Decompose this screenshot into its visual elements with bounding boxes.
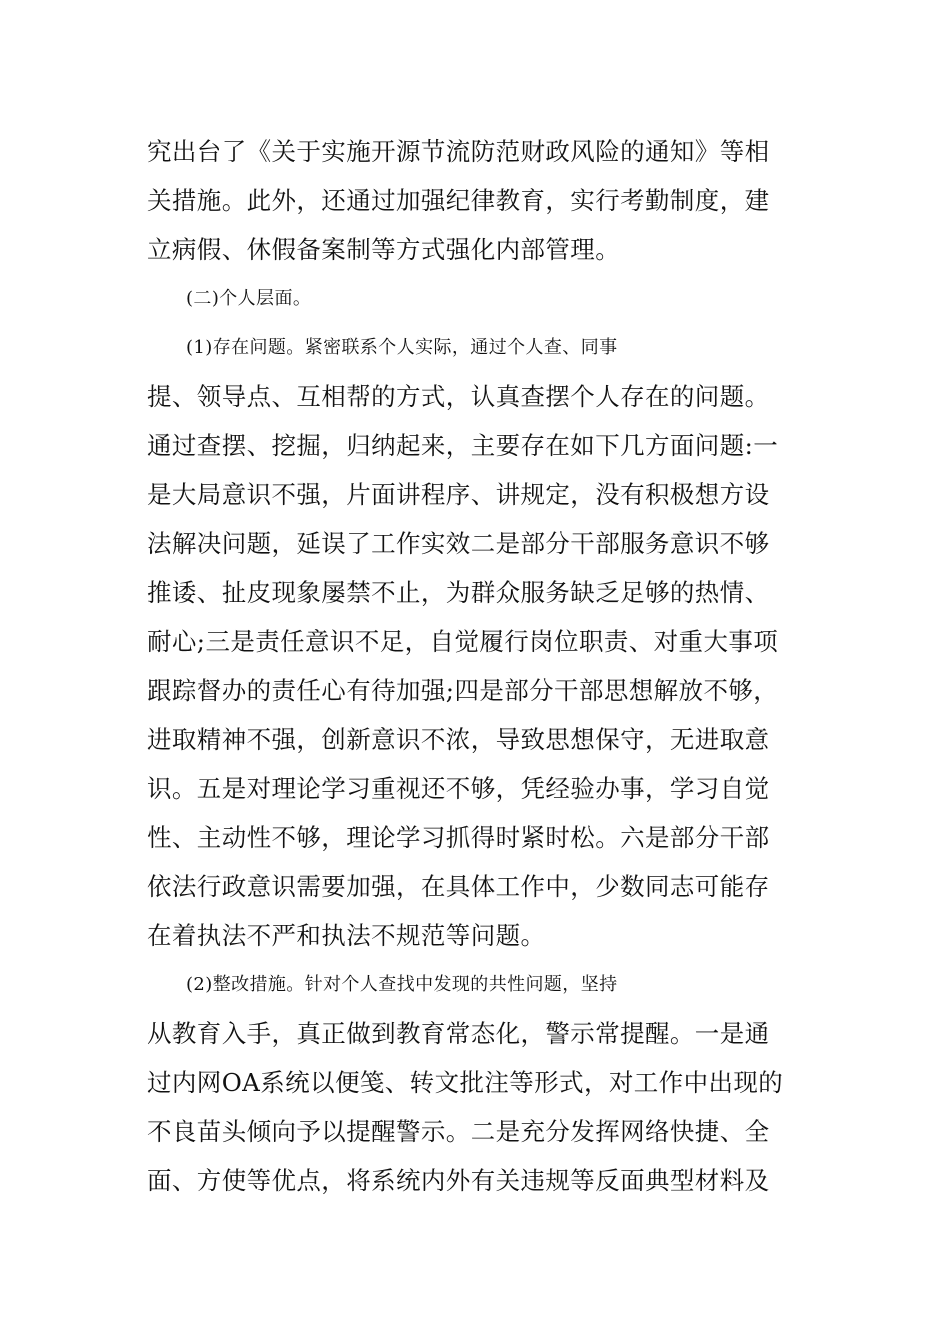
text-line: 推诿、扯皮现象屡禁不止，为群众服务缺乏足够的热情、 xyxy=(147,578,770,607)
section-heading: (二)个人层面。 xyxy=(186,288,312,309)
text-line: 关措施。此外，还通过加强纪律教育，实行考勤制度，建 xyxy=(147,186,770,215)
text-line: 性、主动性不够，理论学习抓得时紧时松。六是部分干部 xyxy=(147,823,770,852)
text-line: 立病假、休假备案制等方式强化内部管理。 xyxy=(147,235,621,264)
text-line: 法解决问题，延误了工作实效二是部分干部服务意识不够 xyxy=(147,529,770,558)
text-line: 识。五是对理论学习重视还不够，凭经验办事，学习自觉 xyxy=(147,774,770,803)
text-line: 跟踪督办的责任心有待加强;四是部分干部思想解放不够， xyxy=(147,676,779,705)
text-line: 究出台了《关于实施开源节流防范财政风险的通知》等相 xyxy=(147,137,770,166)
text-line: 面、方使等优点，将系统内外有关违规等反面典型材料及 xyxy=(147,1166,770,1195)
text-line: 过内网OA系统以便笺、转文批注等形式，对工作中出现的 xyxy=(147,1068,784,1097)
text-line: 在着执法不严和执法不规范等问题。 xyxy=(147,921,546,950)
text-line: 进取精神不强，创新意识不浓，导致思想保守，无进取意 xyxy=(147,725,770,754)
text-line: (1)存在问题。紧密联系个人实际，通过个人查、同事 xyxy=(186,337,618,358)
text-line: 耐心;三是责任意识不足，自觉履行岗位职责、对重大事项 xyxy=(147,627,779,656)
text-line: 从教育入手，真正做到教育常态化，警示常提醒。一是通 xyxy=(147,1019,770,1048)
text-line: 是大局意识不强，片面讲程序、讲规定，没有积极想方设 xyxy=(147,480,770,509)
text-line: 不良苗头倾向予以提醒警示。二是充分发挥网络快捷、全 xyxy=(147,1117,770,1146)
text-line: 依法行政意识需要加强，在具体工作中，少数同志可能存 xyxy=(147,872,770,901)
text-line: 提、领导点、互相帮的方式，认真查摆个人存在的问题。 xyxy=(147,382,770,411)
text-line: (2)整改措施。针对个人查找中发现的共性问题，坚持 xyxy=(186,974,618,995)
text-line: 通过查摆、挖掘，归纳起来，主要存在如下几方面问题:一 xyxy=(147,431,779,460)
